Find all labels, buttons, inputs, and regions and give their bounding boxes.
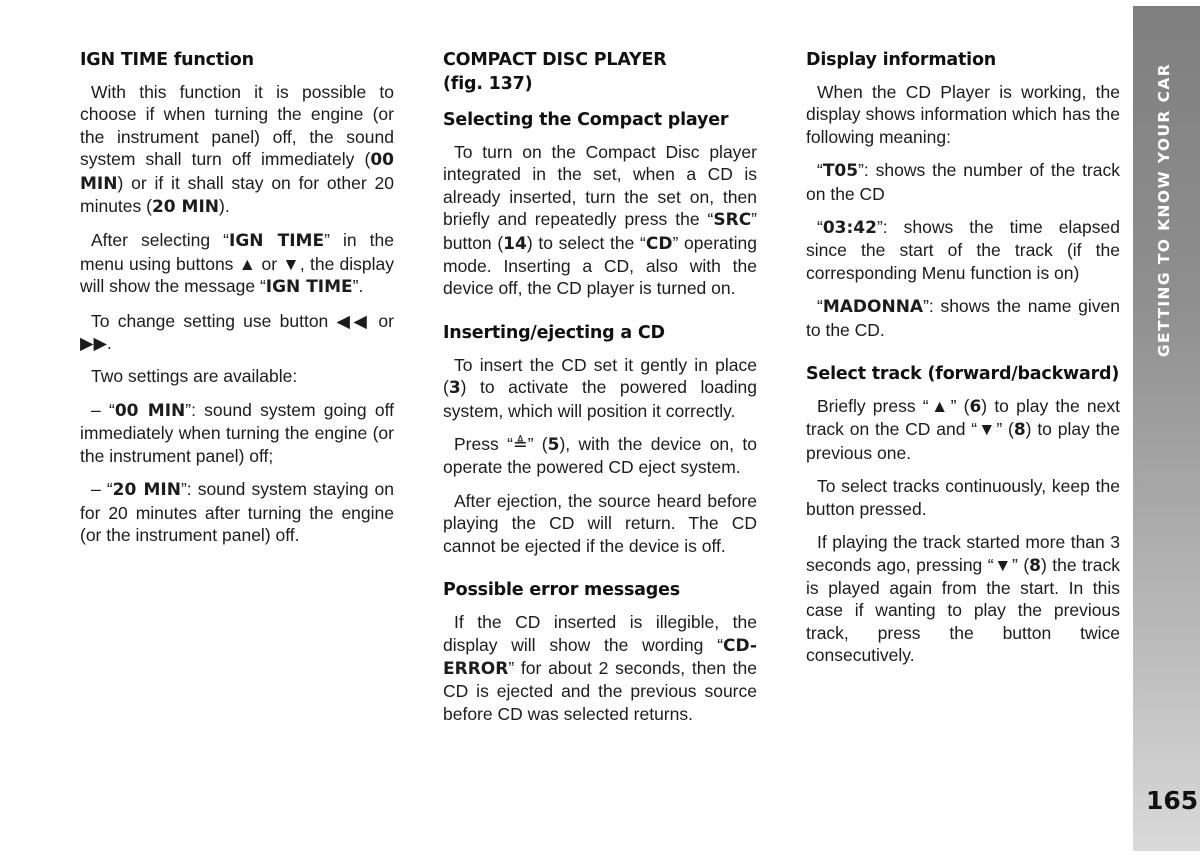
paragraph-display-time: “03:42”: shows the time elapsed since the start of the track (if the corresponding Menu function is on) (806, 217, 1120, 283)
heading-error-messages: Possible error messages (443, 580, 680, 601)
column-cd-player (443, 48, 757, 736)
paragraph-display-intro: When the CD Player is working, the display shows information which has the following meaning: (806, 82, 1120, 147)
paragraph-ign-20min: – “20 MIN”: sound system staying on for 20 minutes after turning the engine (or the instrument panel) off. (80, 479, 394, 545)
paragraph-cd-error: If the CD inserted is illegible, the display will show the wording “CD-ERROR” for about 2 seconds, then the CD is ejected and the previous source before CD was selected returns. (443, 612, 757, 724)
column-ign-time (80, 48, 394, 557)
page-number: 165 (1146, 786, 1199, 815)
heading-select-track: Select track (forward/backward) (806, 364, 1120, 385)
paragraph-select-player: To turn on the Compact Disc player integrated in the set, when a CD is already inserted, turn the set on, then briefly and repeatedly press the “SRC” button (14) to select the “CD” operating mode. Inserting a CD, also with the device off, the CD player is turned on. (443, 142, 757, 299)
heading-selecting-player: Selecting the Compact player (443, 110, 729, 130)
paragraph-ign-intro: With this function it is possible to choose if when turning the engine (or the instrument panel) off, the sound system shall turn off immediately (00 MIN) or if it shall stay on for other 20 minutes (20 MIN). (80, 82, 394, 218)
chapter-title: GETTING TO KNOW YOUR CAR (1155, 62, 1173, 358)
paragraph-ign-00min: – “00 MIN”: sound system going off immediately when turning the engine (or the instrument panel) off; (80, 399, 394, 466)
heading-display-information: Display information (806, 50, 997, 70)
heading-ign-time: IGN TIME function (80, 50, 254, 70)
paragraph-ign-settings: Two settings are available: (91, 366, 298, 387)
column-display-info (806, 48, 1120, 678)
heading-cd-main: COMPACT DISC PLAYER (443, 50, 667, 70)
paragraph-ign-change: To change setting use button ◀◀ or ▶▶. (80, 310, 394, 354)
paragraph-insert-cd: To insert the CD set it gently in place (3) to activate the powered loading system, which will position it correctly. (443, 354, 757, 421)
paragraph-display-t05: “T05”: shows the number of the track on the CD (806, 160, 1120, 204)
paragraph-after-eject: After ejection, the source heard before playing the CD will return. The CD cannot be ejected if the device is off. (443, 490, 757, 556)
paragraph-display-madonna: “MADONNA”: shows the name given to the CD. (806, 296, 1120, 340)
paragraph-track-press: Briefly press “▲” (6) to play the next track on the CD and “▼” (8) to play the previous one. (806, 396, 1120, 463)
paragraph-eject-cd: Press “≜” (5), with the device on, to operate the powered CD eject system. (443, 434, 757, 478)
paragraph-ign-select: After selecting “IGN TIME” in the menu using buttons ▲ or ▼, the display will show the message “IGN TIME”. (80, 230, 395, 298)
paragraph-track-restart: If playing the track started more than 3 seconds ago, pressing “▼” (8) the track is played again from the start. In this case if wanting to play the previous track, press the button twice consecutively. (806, 532, 1120, 666)
heading-cd-fig: (fig. 137) (443, 74, 533, 94)
paragraph-track-continuous: To select tracks continuously, keep the button pressed. (806, 476, 1120, 519)
heading-compact-disc-player (443, 48, 757, 96)
heading-inserting-ejecting: Inserting/ejecting a CD (443, 322, 665, 343)
